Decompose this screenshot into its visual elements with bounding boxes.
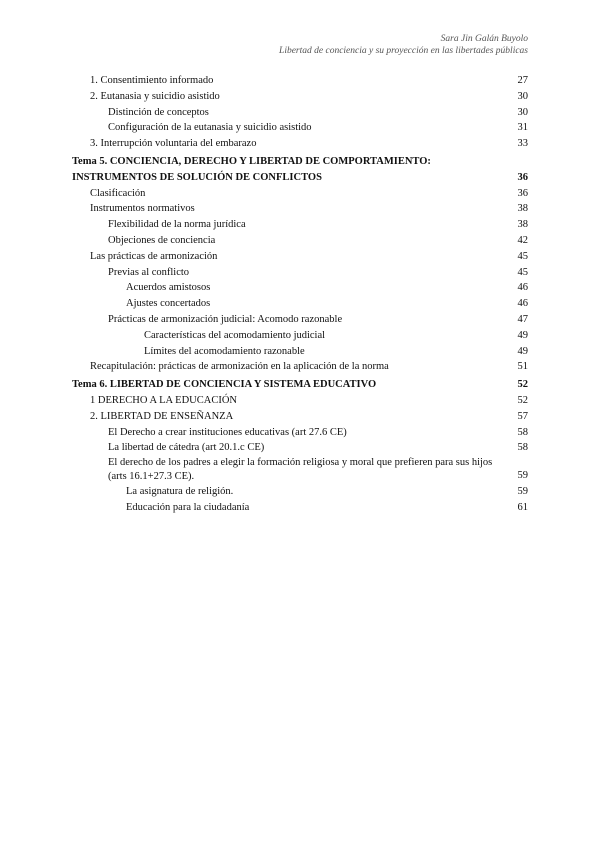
- toc-page-number: 58: [517, 426, 528, 438]
- toc-page-number: 30: [517, 106, 528, 118]
- toc-page-number: 33: [517, 138, 528, 150]
- toc-entry[interactable]: [72, 359, 528, 375]
- toc-entry[interactable]: [72, 217, 528, 233]
- toc-entry-title: Objeciones de conciencia: [108, 234, 216, 246]
- toc-entry[interactable]: [72, 425, 528, 441]
- toc-page-number: 31: [517, 122, 528, 134]
- toc-entry[interactable]: [72, 440, 528, 456]
- toc-entry-title: Acuerdos amistosos: [126, 282, 211, 294]
- toc-entry-title: El derecho de los padres a elegir la formación religiosa y moral que prefieren para sus hijos (arts 16.1+27.3 CE).: [108, 457, 493, 483]
- toc-chapter-entry[interactable]: [72, 377, 528, 393]
- toc-entry-title: Educación para la ciudadanía: [126, 501, 250, 513]
- toc-entry-title: Flexibilidad de la norma jurídica: [108, 219, 246, 231]
- toc-entry-title: Recapitulación: prácticas de armonización en la aplicación de la norma: [90, 361, 389, 373]
- toc-page-number: 36: [517, 187, 528, 199]
- toc-entry-title: Ajustes concertados: [126, 298, 211, 310]
- toc-entry-title: 1. Consentimiento informado: [90, 75, 214, 86]
- toc-page-number: 61: [517, 501, 528, 513]
- toc-entry[interactable]: [72, 393, 528, 409]
- toc-page-number: 36: [517, 171, 528, 183]
- toc-entry[interactable]: [72, 484, 528, 500]
- toc-entry-title: 2. Eutanasia y suicidio asistido: [90, 90, 220, 102]
- toc-entry[interactable]: [72, 105, 528, 121]
- toc-entry[interactable]: [72, 456, 528, 484]
- toc-entry-title: 1 DERECHO A LA EDUCACIÓN: [90, 394, 238, 406]
- toc-entry-title: Tema 6. LIBERTAD DE CONCIENCIA Y SISTEMA EDUCATIVO: [72, 379, 377, 391]
- table-of-contents: [72, 73, 528, 516]
- toc-page-number: 27: [517, 75, 528, 86]
- toc-entry[interactable]: [72, 233, 528, 249]
- toc-entry[interactable]: [72, 201, 528, 217]
- toc-entry[interactable]: [72, 409, 528, 425]
- toc-page-number: 49: [517, 345, 528, 357]
- toc-page-number: 42: [517, 234, 528, 246]
- toc-page-number: 59: [517, 486, 528, 498]
- toc-entry-title: Configuración de la eutanasia y suicidio asistido: [108, 122, 312, 134]
- toc-page-number: 47: [517, 313, 528, 325]
- toc-entry-title: 3. Interrupción voluntaria del embarazo: [90, 138, 257, 150]
- toc-entry[interactable]: [72, 500, 528, 516]
- toc-entry-title: Prácticas de armonización judicial: Acomodo razonable: [108, 313, 343, 325]
- toc-entry[interactable]: [72, 280, 528, 296]
- toc-page-number: 51: [517, 361, 528, 373]
- toc-entry[interactable]: [72, 249, 528, 265]
- toc-entry-title: Límites del acomodamiento razonable: [144, 345, 305, 357]
- toc-entry[interactable]: [72, 89, 528, 105]
- toc-entry-title: Distinción de conceptos: [108, 106, 209, 118]
- toc-page-number: 59: [517, 470, 528, 482]
- toc-entry[interactable]: [72, 73, 528, 89]
- toc-entry-title: El Derecho a crear instituciones educativas (art 27.6 CE): [108, 426, 347, 438]
- toc-entry-title: Tema 5. CONCIENCIA, DERECHO Y LIBERTAD DE COMPORTAMIENTO: INSTRUMENTOS DE SOLUCIÓN DE CONFLICTOS: [72, 155, 431, 183]
- toc-page-number: 38: [517, 219, 528, 231]
- toc-entry-title: Clasificación: [90, 187, 146, 199]
- toc-entry[interactable]: [72, 312, 528, 328]
- toc-entry[interactable]: [72, 265, 528, 281]
- toc-page-number: 58: [517, 442, 528, 454]
- toc-page-number: 49: [517, 329, 528, 341]
- header-title: Libertad de conciencia y su proyección en las libertades públicas: [279, 46, 528, 56]
- toc-entry-title: La libertad de cátedra (art 20.1.c CE): [108, 442, 265, 454]
- toc-entry-title: Las prácticas de armonización: [90, 250, 218, 262]
- header-author: Sara Jin Galán Buyolo: [440, 34, 528, 44]
- toc-entry-title: Características del acomodamiento judicial: [144, 329, 326, 341]
- toc-entry[interactable]: [72, 120, 528, 136]
- toc-page-number: 46: [517, 298, 528, 310]
- toc-page-number: 45: [517, 250, 528, 262]
- toc-page-number: 52: [517, 379, 528, 391]
- toc-entry[interactable]: [72, 328, 528, 344]
- toc-entry-title: Previas al conflicto: [108, 266, 190, 278]
- toc-entry[interactable]: [72, 344, 528, 360]
- toc-entry[interactable]: [72, 136, 528, 152]
- toc-entry-title: Instrumentos normativos: [90, 203, 195, 215]
- toc-page-number: 38: [517, 203, 528, 215]
- toc-page-number: 45: [517, 266, 528, 278]
- toc-page-number: 52: [517, 394, 528, 406]
- toc-entry-title: 2. LIBERTAD DE ENSEÑANZA: [90, 410, 234, 422]
- toc-page-number: 46: [517, 282, 528, 294]
- toc-entry[interactable]: [72, 186, 528, 202]
- toc-page-number: 30: [517, 90, 528, 102]
- toc-entry[interactable]: [72, 296, 528, 312]
- running-header: [279, 33, 528, 57]
- toc-chapter-entry[interactable]: [72, 154, 528, 186]
- toc-entry-title: La asignatura de religión.: [126, 486, 234, 498]
- toc-page-number: 57: [517, 410, 528, 422]
